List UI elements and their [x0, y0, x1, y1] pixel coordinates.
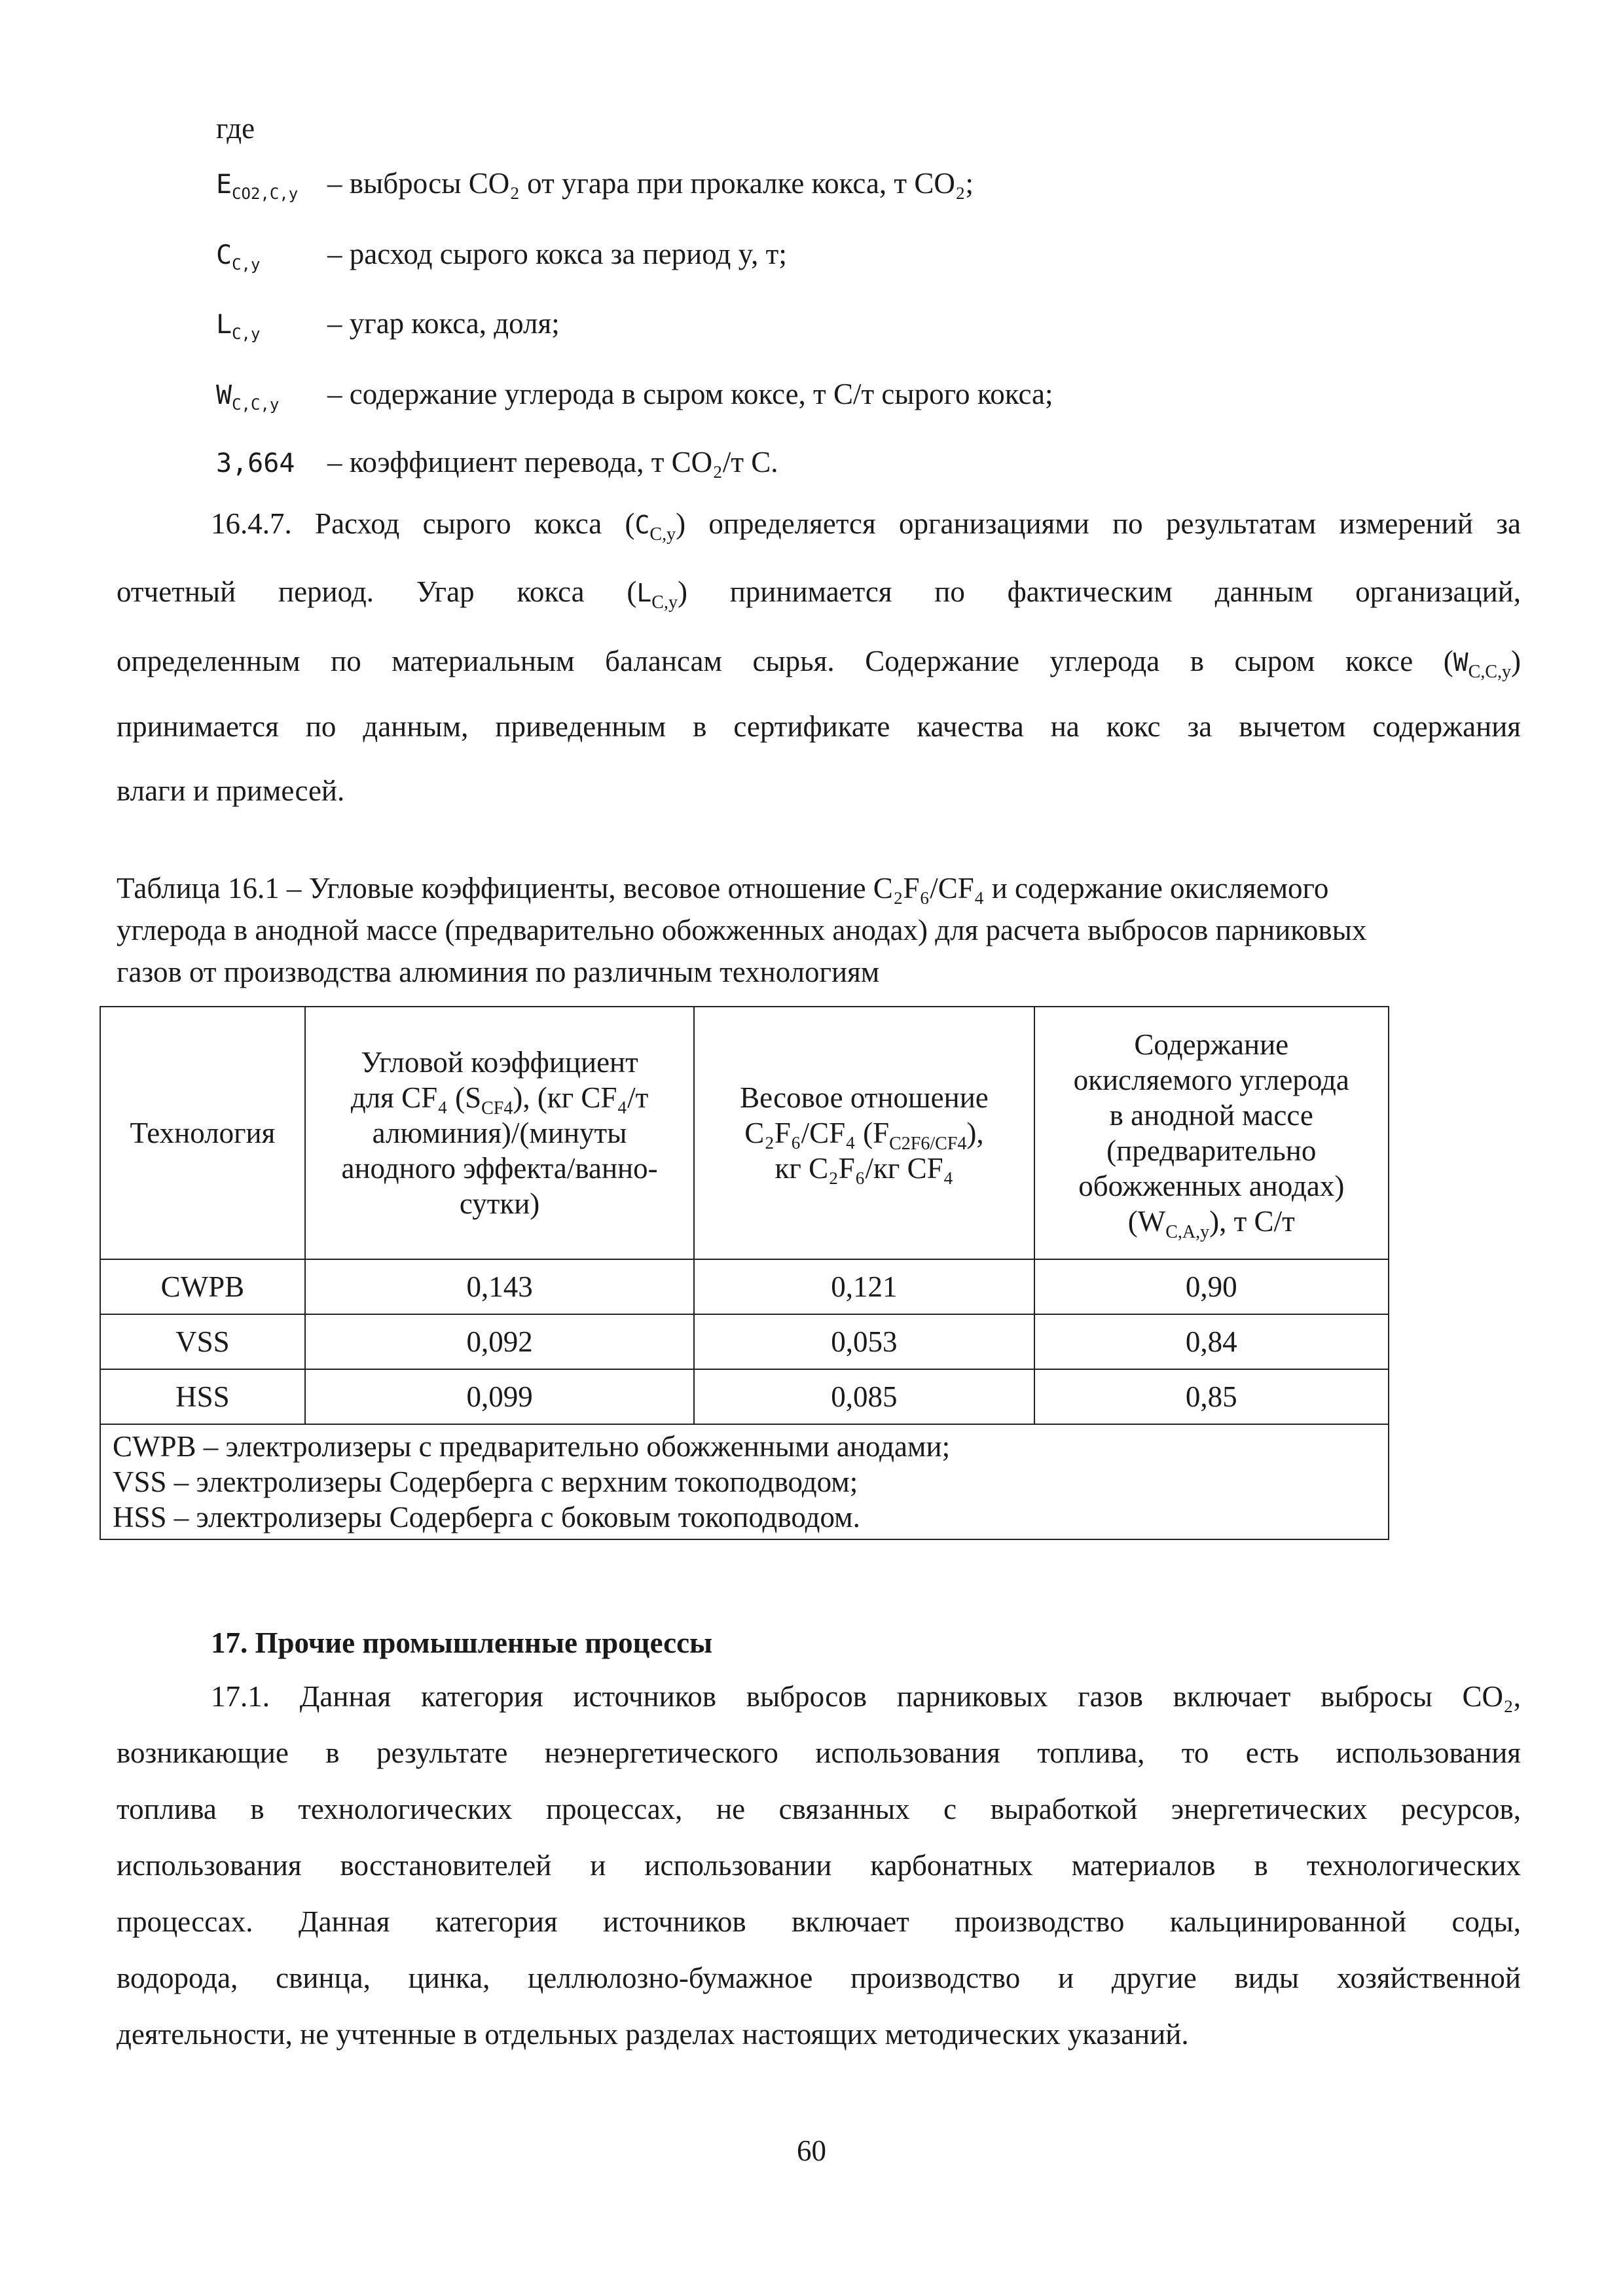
table-notes-row: [100, 1424, 1389, 1539]
table-caption: Таблица 16.1 – Угловые коэффициенты, весовое отношение C₂F₆/CF₄ и содержание окисляемого: [117, 872, 1329, 905]
definition-row: [216, 165, 974, 203]
definition-symbol: 3,664: [216, 448, 295, 478]
paragraph-line: 17.1. Данная категория источников выбросов парниковых газов включает выбросы CO₂,: [211, 1680, 1521, 1713]
cell-slope: 0,092: [305, 1314, 695, 1369]
cell-ratio: 0,121: [694, 1259, 1034, 1314]
paragraph-line: определенным по материальным балансам сырья. Содержание углерода в сыром коксе $(W_{C,C,y})$: [117, 645, 1521, 682]
data-table: [100, 1006, 1389, 1540]
paragraph-line: принимается по данным, приведенным в сертификате качества на кокс за вычетом содержания: [117, 710, 1521, 743]
paragraph-line: отчетный период. Угар кокса $(L_{C,y})$ принимается по фактическим данным организаций,: [117, 575, 1521, 613]
paragraph-line: деятельности, не учтенные в отдельных разделах настоящих методических указаний.: [117, 2018, 1189, 2051]
cell-slope: 0,143: [305, 1259, 695, 1314]
header-slope: Угловой коэффициент для CF₄ $(S_{CF4})$, (кг CF₄/т алюминия)/(минуты анодного эффекта/ванно- сутки): [305, 1007, 695, 1259]
definition-text: – расход сырого кокса за период y, т;: [327, 238, 787, 270]
page-number: 60: [797, 2134, 826, 2167]
section-heading: 17. Прочие промышленные процессы: [211, 1626, 713, 1659]
definition-text: – выбросы CO₂ от угара при прокалке кокса, т CO₂;: [327, 167, 974, 200]
definition-symbol: $L_{C,y}$: [216, 310, 261, 343]
cell-ratio: 0,053: [694, 1314, 1034, 1369]
paragraph-line: водорода, свинца, цинка, целлюлозно-бумажное производство и другие виды хозяйственной: [117, 1962, 1521, 1994]
definition-text: – содержание углерода в сыром коксе, т С/т сырого кокса;: [327, 378, 1053, 410]
cell-carbon: 0,85: [1034, 1369, 1389, 1424]
table-row: [100, 1369, 1389, 1424]
paragraph-line: 16.4.7. Расход сырого кокса $(C_{C,y})$ определяется организациями по результатам измерений за: [211, 507, 1521, 545]
paragraph-line: возникающие в результате неэнергетического использования топлива, то есть использования: [117, 1736, 1521, 1769]
header-carbon: Содержание окисляемого углерода в анодной массе (предварительно обожженных анодах) $(W_{C,A,y})$, т С/т: [1034, 1007, 1389, 1259]
cell-technology: HSS: [100, 1369, 305, 1424]
paragraph-line: топлива в технологических процессах, не связанных с выработкой энергетических ресурсов,: [117, 1793, 1521, 1825]
paragraph-line: процессах. Данная категория источников включает производство кальцинированной соды,: [117, 1905, 1521, 1938]
cell-technology: CWPB: [100, 1259, 305, 1314]
note-line: CWPB – электролизеры с предварительно обожженными анодами;: [113, 1430, 951, 1463]
where-label: где: [216, 112, 255, 145]
paragraph-line: влаги и примесей.: [117, 774, 345, 807]
definition-symbol: $C_{C,y}$: [216, 240, 261, 274]
paragraph-line: использования восстановителей и использовании карбонатных материалов в технологических: [117, 1849, 1521, 1882]
cell-carbon: 0,84: [1034, 1314, 1389, 1369]
definition-row: [216, 376, 1053, 414]
note-line: VSS – электролизеры Содерберга с верхним токоподводом;: [113, 1465, 858, 1498]
table-header-row: [100, 1007, 1389, 1259]
definition-symbol: $E_{CO2,C,y}$: [216, 170, 299, 203]
definition-row: [216, 236, 787, 274]
header-ratio: Весовое отношение C₂F₆/CF₄ $(F_{C2F6/CF4})$, кг C₂F₆/кг CF₄: [694, 1007, 1034, 1259]
table-caption: углерода в анодной массе (предварительно обожженных анодах) для расчета выбросов парниковых: [117, 914, 1367, 946]
header-technology: Технология: [100, 1007, 305, 1259]
definition-text: – коэффициент перевода, т CO₂/т С.: [327, 446, 778, 478]
definition-row: [216, 305, 560, 343]
cell-slope: 0,099: [305, 1369, 695, 1424]
table-row: [100, 1314, 1389, 1369]
table-caption: газов от производства алюминия по различным технологиям: [117, 956, 880, 988]
definition-row: [216, 444, 778, 482]
cell-carbon: 0,90: [1034, 1259, 1389, 1314]
definition-symbol: $W_{C,C,y}$: [216, 380, 280, 414]
table-notes: [100, 1424, 1389, 1539]
note-line: HSS – электролизеры Содерберга с боковым токоподводом.: [113, 1501, 860, 1534]
cell-technology: VSS: [100, 1314, 305, 1369]
definition-text: – угар кокса, доля;: [327, 307, 560, 340]
table-row: [100, 1259, 1389, 1314]
cell-ratio: 0,085: [694, 1369, 1034, 1424]
